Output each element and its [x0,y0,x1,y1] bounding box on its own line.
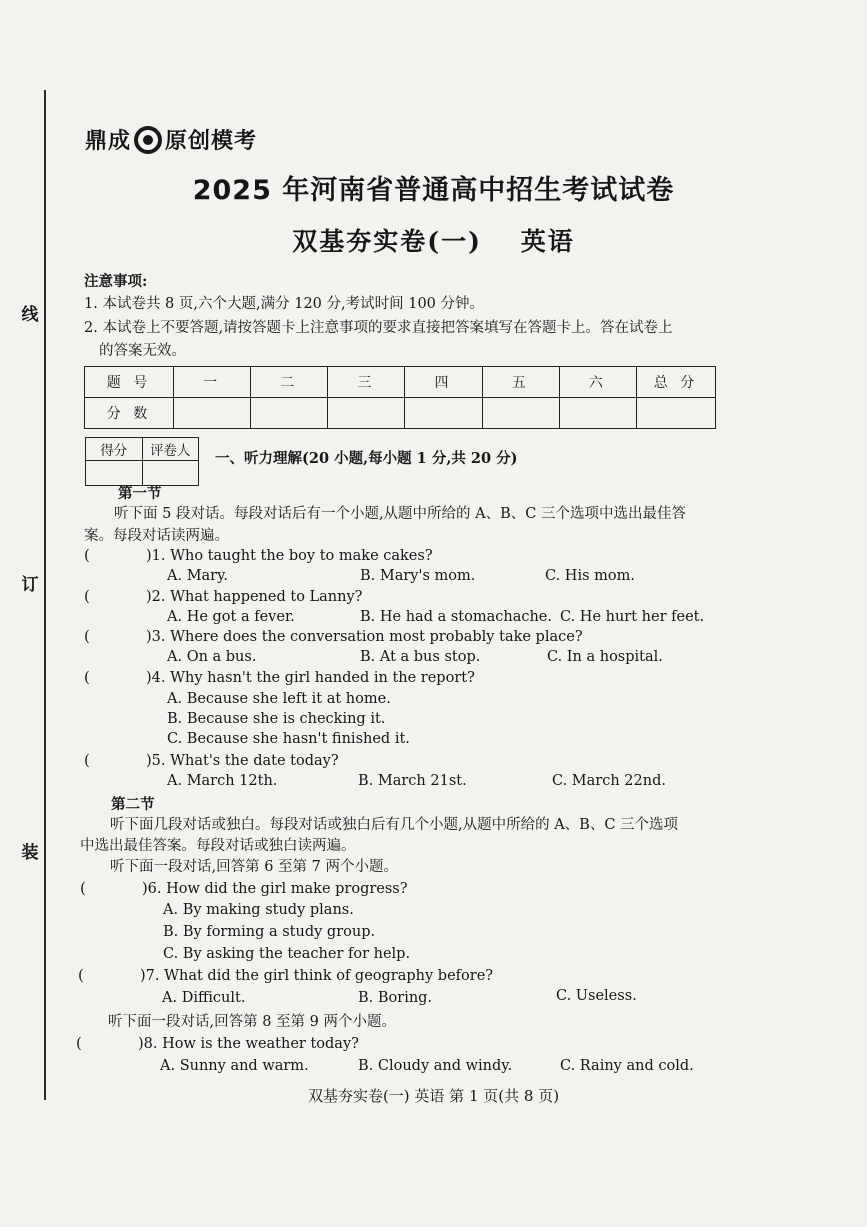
answer-paren: ( [84,627,90,645]
brand-name-right: 原创模考 [165,129,258,154]
q6-option-a: A. By making study plans. [163,902,354,918]
grader-name-label: 评卷人 [142,438,199,461]
answer-paren: ( [84,668,90,686]
score-cell: 三 [328,367,405,398]
answer-paren: ( [84,751,90,769]
part2-title: 第二节 [111,796,155,813]
q1-option-a: A. Mary. [167,568,228,584]
q7-option-a: A. Difficult. [162,990,246,1006]
dialog-8-9-intro: 听下面一段对话,回答第 8 至第 9 两个小题。 [108,1014,396,1030]
q5-stem: )5. What's the date today? [146,753,339,769]
q2-option-c: C. He hurt her feet. [560,609,705,625]
score-cell: 四 [405,367,482,398]
notes-item-2: 2. 本试卷上不要答题,请按答题卡上注意事项的要求直接把答案填写在答题卡上。答在试卷上 [84,320,673,336]
part1-instructions: 听下面 5 段对话。每段对话后有一个小题,从题中所给的 A、B、C 三个选项中选出最佳答 [114,506,686,522]
q3-option-c: C. In a hospital. [547,649,663,665]
grader-cell-empty [86,461,143,486]
score-cell-empty [328,398,405,429]
score-cell: 六 [559,367,636,398]
part2-instructions-cont: 中选出最佳答案。每段对话或独白读两遍。 [80,838,356,854]
q8-option-a: A. Sunny and warm. [160,1058,309,1074]
side-label-install: 装 [21,843,39,863]
q1-option-c: C. His mom. [545,568,635,584]
notes-heading: 注意事项: [84,273,148,290]
side-label-line: 线 [21,305,39,325]
score-cell: 一 [174,367,251,398]
dialog-6-7-intro: 听下面一段对话,回答第 6 至第 7 两个小题。 [110,859,398,875]
q8-stem: )8. How is the weather today? [138,1036,359,1052]
page-footer: 双基夯实卷(一) 英语 第 1 页(共 8 页) [307,1087,560,1105]
notes-item-1: 1. 本试卷共 8 页,六个大题,满分 120 分,考试时间 100 分钟。 [84,296,485,312]
grader-box [85,437,199,486]
score-cell-empty [482,398,559,429]
q8-option-b: B. Cloudy and windy. [358,1058,513,1074]
subject-name: 英语 [520,227,575,256]
score-cell: 二 [251,367,328,398]
q3-stem: )3. Where does the conversation most probably take place? [146,629,583,645]
score-cell: 总 分 [637,367,716,398]
answer-paren: ( [80,879,86,897]
exam-title: 2025 年河南省普通高中招生考试试卷 [192,175,675,206]
exam-subtitle [0,222,867,258]
grader-cell-empty [142,461,199,486]
score-table-score-row [85,398,716,429]
q4-option-b: B. Because she is checking it. [167,711,386,727]
target-logo-icon [134,126,162,154]
answer-paren: ( [78,966,84,984]
q2-stem: )2. What happened to Lanny? [146,589,363,605]
score-cell-empty [251,398,328,429]
score-cell: 题 号 [85,367,174,398]
side-label-bind: 订 [21,575,39,595]
q5-option-a: A. March 12th. [167,773,278,789]
score-cell-empty [174,398,251,429]
score-cell-empty [637,398,716,429]
q1-option-b: B. Mary's mom. [360,568,476,584]
q4-option-c: C. Because she hasn't finished it. [167,731,410,747]
paper-name: 双基夯实卷(一) [292,227,482,256]
answer-paren: ( [84,587,90,605]
q4-option-a: A. Because she left it at home. [167,691,391,707]
q4-stem: )4. Why hasn't the girl handed in the report? [146,670,475,686]
grader-score-label: 得分 [86,438,143,461]
q2-option-b: B. He had a stomachache. [360,609,552,625]
notes-item-2-cont: 的答案无效。 [99,343,186,359]
q5-option-b: B. March 21st. [358,773,467,789]
q1-stem: )1. Who taught the boy to make cakes? [146,548,433,564]
brand-logo [85,124,257,155]
score-table-header-row [85,367,716,398]
answer-paren: ( [76,1034,82,1052]
q3-option-b: B. At a bus stop. [360,649,481,665]
answer-paren: ( [84,546,90,564]
part1-instructions-cont: 案。每段对话读两遍。 [84,528,229,544]
q8-option-c: C. Rainy and cold. [560,1058,694,1074]
q7-option-c: C. Useless. [556,988,637,1004]
q6-stem: )6. How did the girl make progress? [142,881,408,897]
q3-option-a: A. On a bus. [167,649,257,665]
score-cell: 五 [482,367,559,398]
score-cell-empty [405,398,482,429]
score-table [84,366,716,429]
q7-option-b: B. Boring. [358,990,433,1006]
section1-title: 一、听力理解(20 小题,每小题 1 分,共 20 分) [215,450,518,467]
brand-name-left: 鼎成 [85,129,132,154]
q6-option-b: B. By forming a study group. [163,924,376,940]
q7-stem: )7. What did the girl think of geography before? [140,968,494,984]
q6-option-c: C. By asking the teacher for help. [163,946,411,962]
score-cell-empty [559,398,636,429]
q5-option-c: C. March 22nd. [552,773,666,789]
part2-instructions: 听下面几段对话或独白。每段对话或独白后有几个小题,从题中所给的 A、B、C 三个选项 [110,817,679,833]
score-cell: 分 数 [85,398,174,429]
q2-option-a: A. He got a fever. [167,609,295,625]
part1-title: 第一节 [118,485,162,502]
